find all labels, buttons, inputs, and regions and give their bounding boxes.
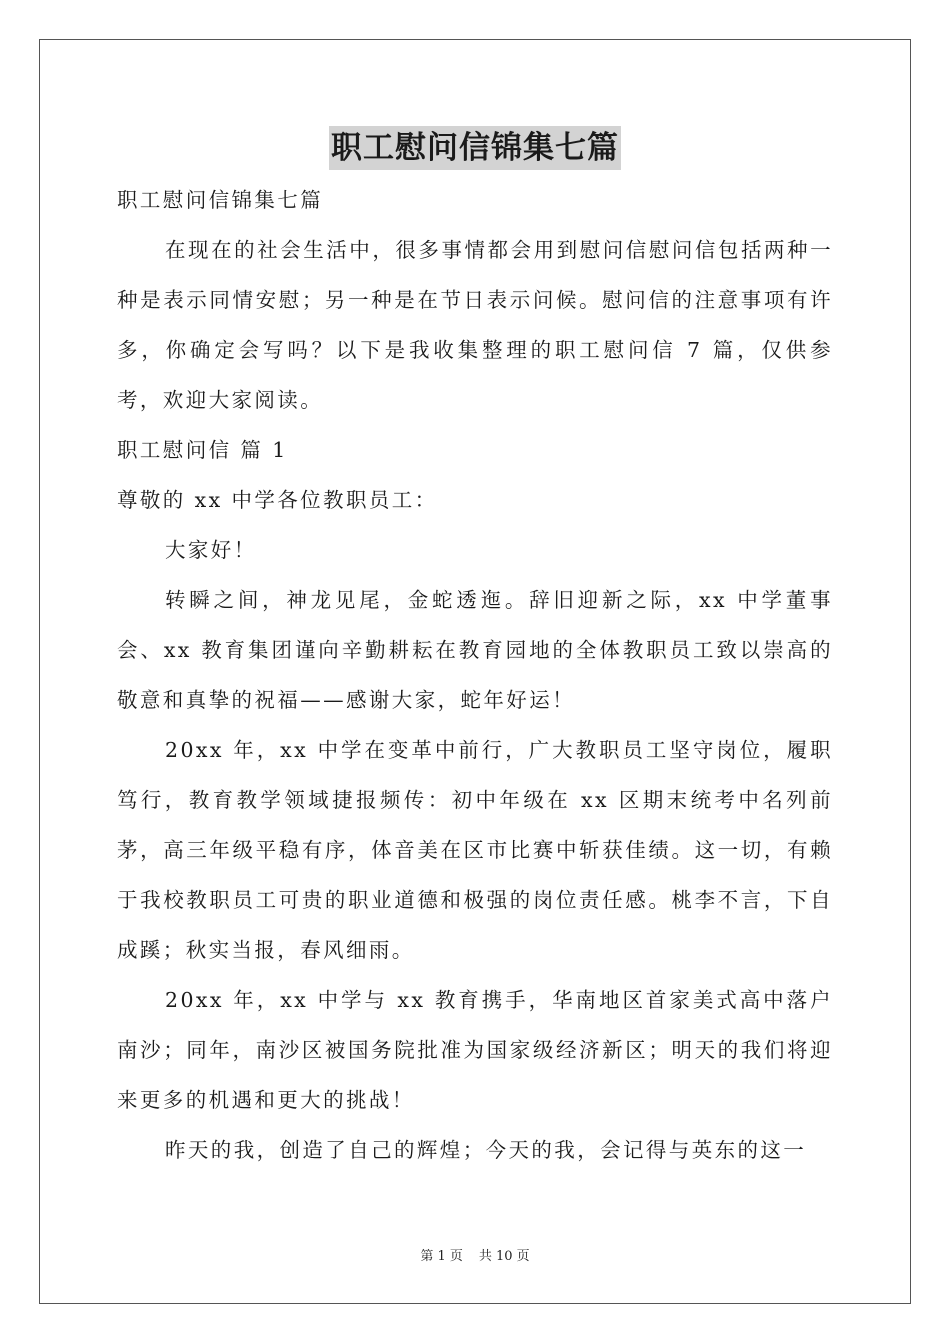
body-paragraph: 昨天的我，创造了自己的辉煌；今天的我，会记得与英东的这一 xyxy=(165,1138,807,1162)
page-footer xyxy=(0,1247,950,1267)
title-wrap xyxy=(0,126,950,170)
document-body xyxy=(117,175,833,1175)
page-total: 共 10 页 xyxy=(478,1249,530,1264)
greeting: 大家好！ xyxy=(165,538,257,562)
body-paragraph: 20xx 年，xx 中学在变革中前行，广大教职员工坚守岗位，履职笃行，教育教学领域捷报频传：初中年级在 xx 区期末统考中名列前茅，高三年级平稳有序，体音美在区市比赛中斩获佳绩。这一切，有赖于我校教职员工可贵的职业道德和极强的岗位责任感。桃李不言，下自成蹊；秋实当报，春风细雨。 xyxy=(117,738,833,962)
section-heading: 职工慰问信 篇 1 xyxy=(117,438,288,462)
document-title: 职工慰问信锦集七篇 xyxy=(329,126,621,170)
intro-paragraph: 在现在的社会生活中，很多事情都会用到慰问信慰问信包括两种一种是表示同情安慰；另一种是在节日表示问候。慰问信的注意事项有许多，你确定会写吗？以下是我收集整理的职工慰问信 7 篇，仅供参考，欢迎大家阅读。 xyxy=(117,238,833,412)
body-paragraph: 转瞬之间，神龙见尾，金蛇透迤。辞旧迎新之际，xx 中学董事会、xx 教育集团谨向辛勤耕耘在教育园地的全体教职员工致以崇高的敬意和真挚的祝福——感谢大家，蛇年好运！ xyxy=(117,588,833,712)
document-subtitle: 职工慰问信锦集七篇 xyxy=(117,188,324,212)
body-paragraph: 20xx 年，xx 中学与 xx 教育携手，华南地区首家美式高中落户南沙；同年，南沙区被国务院批准为国家级经济新区；明天的我们将迎来更多的机遇和更大的挑战！ xyxy=(117,988,833,1112)
salutation: 尊敬的 xx 中学各位教职员工： xyxy=(117,488,438,512)
page-number: 第 1 页 xyxy=(420,1249,463,1264)
